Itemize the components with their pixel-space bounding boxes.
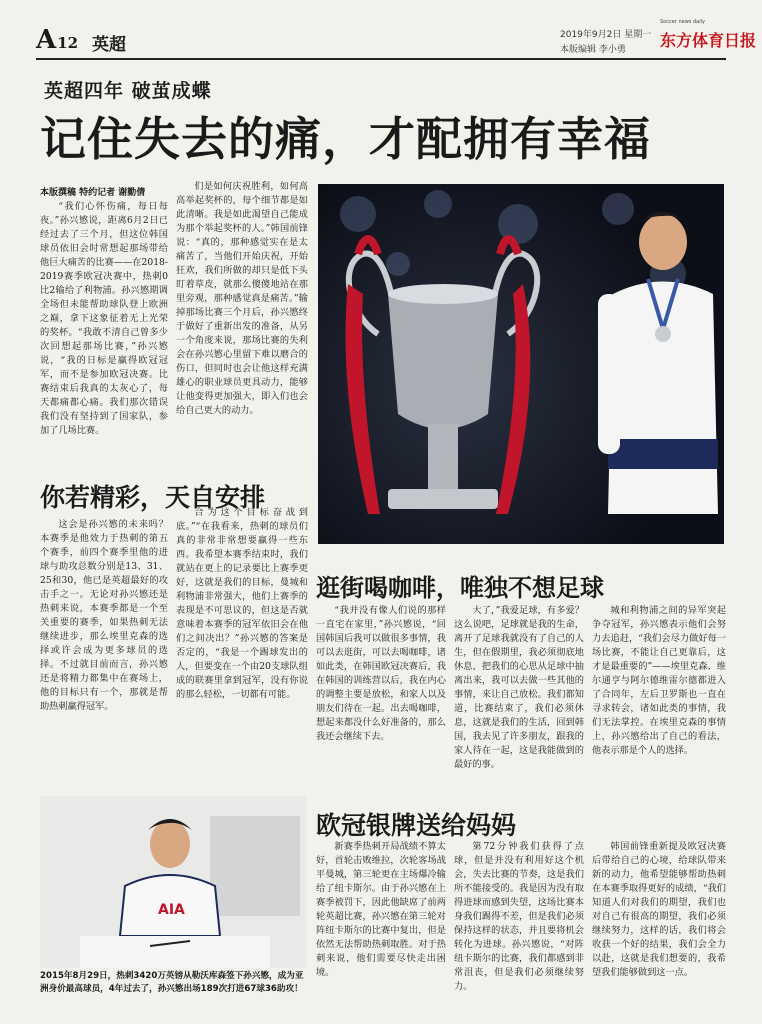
subhead-1: 你若精彩，天自安排 xyxy=(40,483,266,512)
main-photo xyxy=(318,184,724,544)
body-column: “我们心怀伤痛，每日每夜。”孙兴慜说，距离6月2日已经过去了三个月，但这位韩国球员依旧会时常想起那场带给他巨大痛苦的比赛——在2018-2019赛季欧冠决赛中，热刺0比2输给了利物浦。孙兴慜期调全场但未能帮助球队登上欧洲之巅，拿下这象征着无上光荣的奖杯。“我敢不清自己曾多少次回想起那场比赛，”孙兴慜说，“我的日标是赢得欧冠冠军，而不是参加欧冠决赛。比赛结束后我真的太灰心了，每天都痛都心痛。我们那次错误我们没有坚持到了国家队，参加了几场比赛。 xyxy=(40,201,168,436)
kicker: 英超四年 破茧成蝶 xyxy=(44,80,212,102)
subhead-3: 欧冠银牌送给妈妈 xyxy=(316,811,517,840)
trophy-player-illustration xyxy=(318,184,724,544)
body-column: 韩国前锋重新提及欧冠决赛后带给自己的心境，给球队带来新的动力，他希望能够帮助热刺在本赛季取得更好的成绩，“我们知道人们对我们的期望，我们也对自己有很高的期望，我们必须继续努力，这样的话，我们将会收获一个好的结果，我们会全力以赴，这就是我们想要的，我希望我们能够做到这一点。 xyxy=(592,841,726,978)
signing-photo xyxy=(40,796,306,968)
player-signing-illustration xyxy=(40,796,306,968)
body-column: 大了，”我爱足球，有多爱？这么说吧，足球就是我的生命，离开了足球我就没有了自己的人生，但在假期里，我必须彻底地休息，把我们的心思从足球中抽离出来，我可以去做一些其他的事情，来让自己放松。我们都知道，比赛结束了，我们必须休息，这就是我们的生活，回到韩国，我去见了许多朋友，跟我的家人待在一起，这是我能做到的最好的事。 xyxy=(454,605,584,770)
section-title: 英超 xyxy=(92,35,126,55)
brand-subtitle: Soccer news daily xyxy=(660,19,705,25)
byline: 本版撰稿 特约记者 谢勤倩 xyxy=(40,188,146,198)
headline: 记住失去的痛，才配拥有幸福 xyxy=(40,112,651,166)
editor-credit: 本版编辑 李小勇 xyxy=(560,45,626,55)
body-column: 们是如何庆祝胜利，如何高高举起奖杯的，每个细节都是如此清晰。我是如此渴望自己能成为那个举起奖杯的人。”韩国前锋说：“真的，那种感觉实在是太痛苦了，当他们开始庆祝，开始狂欢，我们所做的却只是低下头盯着草皮，就那么傻傻地站在那里旁观，那种感觉真是痛苦。”输掉那场比赛三个月后，孙兴慜终于做好了重新出发的准备，从另一个角度来说，那场比赛的失利会在孙兴慜心里留下难以磨合的伤口，但同时也会让他这样充满雄心的职业球员更具动力，能够让他变得更加强大，即入们也会给自己更大的动力。 xyxy=(176,181,308,416)
body-column: 第72分钟我们获得了点球，但是并没有利用好这个机会，失去比赛的节奏，这是我们所不能接受的。我是因为没有取得进球而感到失望，这场比赛本身我们踢得不差，但是我们必须保持这样的状态，并且要将机会转化为进球。孙兴慜说，“对阵纽卡斯尔的比赛，我们都感到非常沮丧，但是我们必须继续努力。 xyxy=(454,841,584,992)
issue-date: 2019年9月2日 星期一 xyxy=(560,30,652,40)
newspaper-logo: Soccer news daily 东方体育日报 xyxy=(660,19,757,50)
page-number: A12 xyxy=(36,25,79,55)
header-rule xyxy=(36,58,726,60)
body-column: “我并没有像人们说的那样一直宅在家里，”孙兴慜说，“回国韩国后我可以做很多事情，我可以去逛街，可以去喝咖啡，诸如此类，在韩国欧冠决赛后，我在韩国的训练营以后，我在内心的调整主要是放松，和家人以及朋友们待在一起。出去喝咖啡，想起来都没什么好准备的，那么我还会继续下去。 xyxy=(316,605,446,742)
trophy-icon xyxy=(346,239,538,514)
body-column: 城和利物浦之间的异军突起争夺冠军，孙兴慜表示他们会努力去追赶，“我们会尽力做好每一场比赛，不能让自己更靠后，这才是最重要的”——埃里克森、维尔通亨与阿尔德维雷尔德都进入了合同年，左后卫罗斯也一直在寻求转会，诸如此类的事情，我们无法掌控。在埃里克森的事情上，孙兴慜给出了自己的看法，他表示那是个人的选择。 xyxy=(592,605,726,756)
photo-caption: 2015年8月29日，热刺3420万英镑从勒沃库森签下孙兴慜，成为亚洲身价最高球员，4年过去了，孙兴慜出场189次打进67球36助攻！ xyxy=(40,971,304,994)
subhead-2: 逛街喝咖啡，唯独不想足球 xyxy=(316,573,604,602)
jersey-sponsor: AIA xyxy=(158,902,185,918)
body-column: 这会是孙兴慜的未来吗？本赛季是他效力于热刺的第五个赛季，前四个赛季里他的进球与助攻总数分别是13、31、25和30，他已是英超最好的攻击手之一。无论对孙兴慜还是热刺来说，本赛季都是一个至关重要的赛季，如果热刺无法继续进步，那么埃里克森的选择或许会成为更多球员的选择。不过就目前而言，孙兴慜还是将精力都集中在赛场上，他的目标只有一个，那就是帮助热刺赢得冠军。 xyxy=(40,519,168,712)
body-column: 合为这个目标奋战到底。”“在我看来，热刺的球员们真的非常非常想要赢得一些东西。我希望本赛季结束时，我们就站在更上的记录要比上赛季更好，这就是我们的目标，曼城和利物浦非常强大，他们上赛季的表现是不可思议的，但这是否就意味着本赛季的冠军依旧会在他们之间决出？”孙兴慜的答案是否定的，“我是一个踢球发出的人，但要变在一个由20支球队组成的联赛里拿到冠军，没有你说的那么轻松，一切都有可能。 xyxy=(176,507,308,700)
player-figure xyxy=(598,212,718,514)
body-column: 新赛季热刺开局战绩不算太好，首轮击败维拉，次轮客场战平曼城，第三轮更在主场爆冷输给了纽卡斯尔。由于孙兴慜在上赛季被罚下，因此他缺席了前两轮英超比赛，孙兴慜在第三轮对阵纽卡斯尔的比赛中复出，但是依然无法帮助热刺取胜。对于热刺来说，他们需要尽快走出困境。 xyxy=(316,841,446,978)
